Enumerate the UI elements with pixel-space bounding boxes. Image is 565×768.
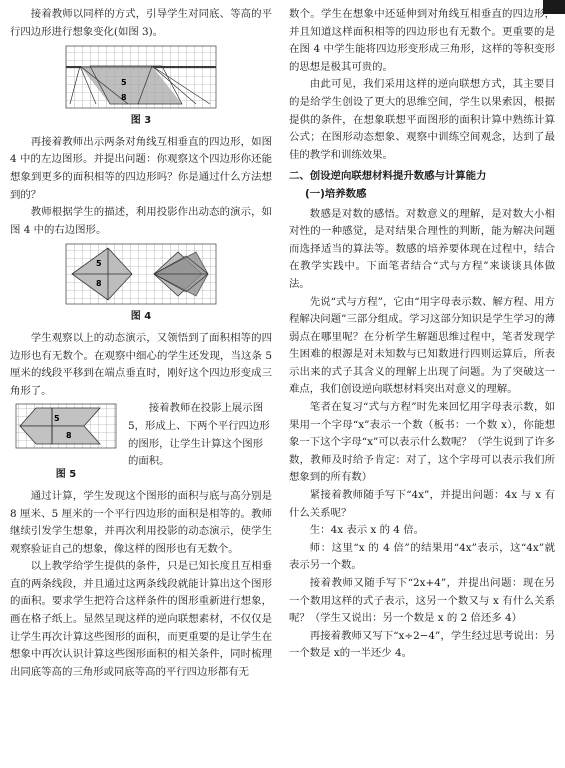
- figure-4-label-8: 8: [96, 279, 102, 289]
- figure-5-block: [10, 400, 272, 488]
- paragraph: 接着教师又随手写下“2x+4”，并提出问题：现在另一个数用这样的式子表示，这另一个数又与 x 有什么关系呢？（学生又说出：另一个数是 x 的 2 倍还多 4）: [289, 577, 555, 625]
- paragraph: 教师根据学生的描述，利用投影作出动态的演示，如图 4 中的右边图形。: [10, 206, 272, 236]
- paragraph: 由此可见，我们采用这样的逆向联想方式，其主要目的是给学生创设了更大的思维空间，学生以果索因，根据提供的条件，在想象联想平面图形的面积计算中熟练计算公式；在图形动态想象、观察中训练空间观念，达到了最佳的教学和训练效果。: [289, 78, 555, 161]
- corner-mark-icon: [543, 0, 565, 14]
- figure-4-label-5: 5: [96, 259, 102, 269]
- paragraph: 师：这里“x 的 4 倍”的结果用“4x”表示，这“4x”就表示另一个数。: [289, 541, 555, 572]
- section-heading: 二、创设逆向联想材料提升数感与计算能力: [289, 170, 487, 183]
- figure-4-caption: 图 4: [130, 311, 152, 323]
- paragraph: 接着教师以同样的方式，引导学生对同底、等高的平行四边形进行想象变化(如图 3)。: [10, 8, 272, 38]
- figure-5: [10, 400, 122, 488]
- subsection-heading: (一)培养数感: [305, 187, 367, 200]
- paragraph: 先说“式与方程”，它由“用字母表示数、解方程、用方程解决问题”三部分组成。学习这部分知识是学生学习的薄弱点在哪里呢？在分析学生解题思维过程中，笔者发现学生困难的根源是对未知数与已知数进行四则运算后，所表示出来的式子其含义的理解上出现了问题。为了突破这一难点，我们创设逆向联想材料突出对意义的理解。: [289, 295, 555, 396]
- paragraph: 数个。学生在想象中还延伸到对角线互相垂直的四边形，并且知道这样面积相等的四边形也有无数个。更重要的是在图 4 中学生能将四边形变形成三角形，这样的等积变形的思想是极其可贵的。: [289, 8, 555, 73]
- figure-5-graphic: [10, 400, 122, 464]
- right-column: [289, 6, 555, 663]
- figure-3-label-5: 5: [121, 78, 127, 88]
- figure-5-caption: 图 5: [55, 469, 77, 481]
- paragraph: 通过计算，学生发现这个图形的面积与底与高分别是 8 厘米、5 厘米的一个平行四边形的面积是相等的。教师继续引发学生想象，并再次利用投影的动态演示，使学生观察验证自己的想象，像这样的图形也有无数个。: [10, 489, 272, 555]
- figure-5-label-8: 8: [66, 431, 72, 441]
- figure-3-caption: 图 3: [130, 115, 152, 127]
- paragraph: 数感是对数的感悟。对数意义的理解，是对数大小相对性的一种感觉，是对结果合理性的判断，能为解决问题而选择适当的算法等。数感的培养要体现在过程中，结合在教学实践中。下面笔者结合“式与方程”来谈谈具体做法。: [289, 207, 555, 290]
- paragraph: 学生观察以上的动态演示，又领悟到了面积相等的四边形也有无数个。在观察中细心的学生还发现，当这条 5 厘米的线段平移到在端点垂直时，刚好这个四边形变成三角形了。: [10, 331, 272, 397]
- figure-4-graphic: [10, 242, 272, 306]
- figure-3: [10, 44, 272, 130]
- paragraph: 生：4x 表示 x 的 4 倍。: [309, 524, 424, 537]
- paragraph: 再接着教师又写下“x÷2−4”，学生经过思考说出：另一个数是 x的一半还少 4。: [289, 629, 555, 660]
- left-column: [10, 6, 272, 681]
- paragraph: 紧接着教师随手写下“4x”，并提出问题：4x 与 x 有什么关系呢？: [289, 489, 555, 519]
- paragraph: 以上教学给学生提供的条件，只是已知长度且互相垂直的两条线段，并且通过这两条线段就能计算出这个图形的面积。要求学生把符合这样条件的图形重新进行想象，画在格子纸上。显然呈现这样的逆向联想素材，不仅仅是让学生再次计算这些图形的面积，而更重要的是让学生在想象中再次认识计算这些图形面积的相关条件，同时梳理出同底等高的三角形或同底等高的平行四边形都有无: [10, 560, 272, 678]
- paragraph: 再接着教师出示两条对角线互相垂直的四边形，如图 4 中的左边图形。并提出问题：你观察这个四边形你还能想象到更多的面积相等的四边形吗？你是通过什么方法想到的？: [10, 135, 272, 201]
- figure-3-label-8: 8: [121, 93, 127, 103]
- figure-3-graphic: [10, 44, 272, 110]
- figure-4: [10, 242, 272, 326]
- paragraph: 接着教师在投影上展示图 5，形成上、下两个平行四边形的图形，让学生计算这个图形的面积。: [128, 402, 270, 468]
- figure-5-label-5: 5: [54, 414, 60, 424]
- paragraph: 笔者在复习“式与方程”时先来回忆用字母表示数，如果用一个字母“x”表示一个数（板书：一个数 x），你能想象一下这个字母“x”可以表示什么数呢？（学生说到了许多数，教师及时给予肯定：对了，这个字母可以表示我们所想象到的所有数）: [289, 401, 555, 484]
